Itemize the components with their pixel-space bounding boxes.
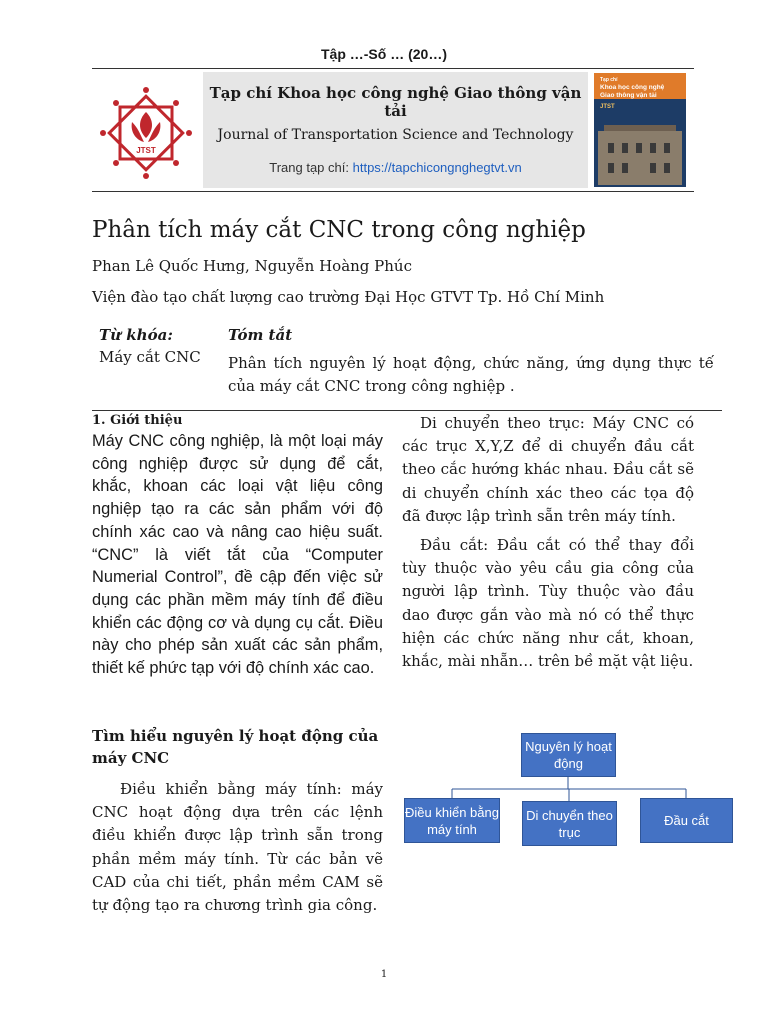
cover-line-1: Tạp chí <box>600 77 618 83</box>
paragraph-axis-movement: Di chuyển theo trục: Máy CNC có các trục X,Y,Z để di chuyển đầu cắt theo cắc hướng khác nhau. Đầu cắt sẽ di chuyển chính xác theo các tọa độ đã được lập trình sẵn trên máy tính. <box>402 414 694 525</box>
abstract-rule <box>92 410 722 411</box>
journal-website <box>203 160 588 175</box>
section-principle-body: Điều khiển bằng máy tính: máy CNC hoạt động dựa trên các lệnh điều khiển được lập trình sẵn trong phần mềm máy tính. Từ các bản vẽ CAD của chi tiết, phần mềm CAM sẽ tự động tạo ra chương trình gia công. <box>92 780 383 915</box>
abstract-text: Phân tích nguyên lý hoạt động, chức năng, ứng dụng thực tế của máy cắt CNC trong công nghiệp . <box>228 354 714 395</box>
diagram-node-computer-control: Điều khiển bằng máy tính <box>404 798 500 843</box>
article-affiliation: Viện đào tạo chất lượng cao trường Đại Học GTVT Tp. Hồ Chí Minh <box>92 288 605 306</box>
logo-text: JTST <box>136 146 156 155</box>
section-intro-heading: 1. Giới thiệu <box>92 413 183 428</box>
website-link[interactable]: https://tapchicongnghegtvt.vn <box>352 160 522 175</box>
abstract-label: Tóm tắt <box>228 326 293 344</box>
issue-label: Tập …-Số … (20…) <box>320 46 447 62</box>
paragraph-cutting-head: Đầu cắt: Đầu cắt có thể thay đổi tùy thuộc vào yêu cầu gia công của người lập trình. Tùy thuộc vào đầu dao được gắn vào mà nó có thể thực hiện các chức năng như cắt, khoan, khắc, mài nhẵn… trên bề mặt vật liệu. <box>402 536 694 671</box>
diagram-node-cutting-head: Đầu cắt <box>640 798 733 843</box>
cover-line-3: Giao thông vận tải <box>600 92 657 99</box>
website-label: Trang tạp chí: <box>269 160 349 175</box>
keywords-value: Máy cắt CNC <box>99 348 201 366</box>
cover-line-2: Khoa học công nghệ <box>600 84 665 91</box>
journal-title-en: Journal of Transportation Science and Technology <box>217 127 574 143</box>
article-authors: Phan Lê Quốc Hưng, Nguyễn Hoàng Phúc <box>92 257 412 275</box>
cover-line-4: JTST <box>600 104 615 110</box>
section-principle-heading: Tìm hiểu nguyên lý hoạt động của máy CNC <box>92 727 379 767</box>
journal-cover-image <box>594 73 686 187</box>
jtst-logo <box>96 86 196 180</box>
diagram-node-root: Nguyên lý hoạt động <box>521 733 616 777</box>
header-top-rule <box>92 68 694 69</box>
journal-title-vi: Tạp chí Khoa học công nghệ Giao thông vận tải <box>209 84 582 120</box>
page-number: 1 <box>380 969 388 980</box>
keywords-label: Từ khóa: <box>99 326 173 344</box>
article-title: Phân tích máy cắt CNC trong công nghiệp <box>92 217 586 243</box>
diagram-node-axis-movement: Di chuyển theo trục <box>522 801 617 846</box>
header-bottom-rule <box>92 191 694 192</box>
section-intro-body: Máy CNC công nghiệp, là một loại máy công nghiệp được sử dụng để cắt, khắc, khoan các loại vật liệu công nghiệp tạo ra các sản phẩm với độ chính xác cao và nâng cao hiệu suất. “CNC” là viết tắt của “Computer Numerial Control”, đề cập đến việc sử dụng các phần mềm máy tính để điều khiển các động cơ và dụng cụ cắt. Điều này cho phép sản xuất các sản phẩm, thiết kế phức tạp với độ chính xác cao. <box>92 432 383 678</box>
